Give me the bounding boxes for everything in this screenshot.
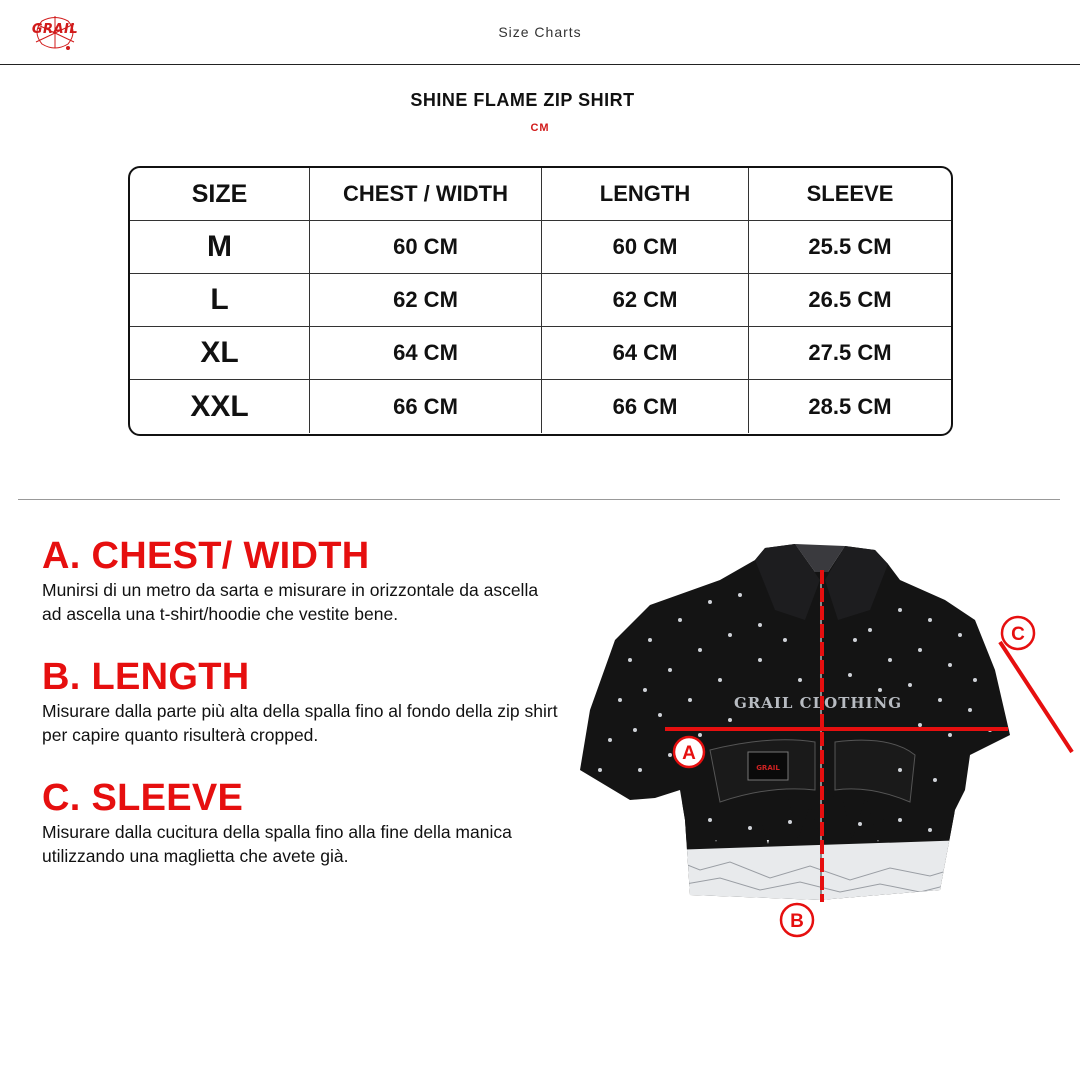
column-header: LENGTH — [542, 168, 749, 220]
chest-guide-title: A. CHEST/ WIDTH — [42, 535, 370, 577]
table-row — [130, 380, 951, 433]
table-cell: XXL — [130, 380, 310, 433]
table-row — [130, 221, 951, 274]
site-header — [0, 0, 1080, 65]
chest-guide — [42, 536, 562, 626]
table-cell: XL — [130, 327, 310, 379]
column-header: SLEEVE — [806, 181, 894, 206]
svg-text:B: B — [790, 911, 804, 932]
length-guide-text: Misurare dalla parte più alta della spalla fino al fondo della zip shirt per capire quanto risulterà cropped. — [42, 701, 558, 745]
table-cell: 64 CM — [310, 327, 542, 379]
column-header: CHEST / WIDTH — [310, 168, 542, 220]
product-title: SHINE FLAME ZIP SHIRT — [410, 90, 635, 110]
marker-c — [1002, 617, 1034, 649]
table-cell: 64 CM — [542, 327, 749, 379]
table-cell: L — [130, 274, 310, 326]
table-cell: 25.5 CM — [808, 234, 892, 259]
patch-label: GRAIL — [756, 764, 780, 772]
sleeve-guide-text: Misurare dalla cucitura della spalla fino alla fine della manica utilizzando una maglietta che avete già. — [42, 822, 512, 866]
table-cell: 27.5 CM — [808, 340, 892, 365]
page-title: Size Charts — [498, 24, 582, 40]
chest-print: GRAIL CLOTHING — [733, 694, 903, 712]
table-row — [130, 327, 951, 380]
chest-guide-text: Munirsi di un metro da sarta e misurare in orizzontale da ascella ad ascella una t-shirt/hoodie che vestite bene. — [42, 580, 539, 624]
table-cell: 60 CM — [542, 221, 749, 273]
table-cell: 60 CM — [310, 221, 542, 273]
table-cell: 62 CM — [542, 274, 749, 326]
shirt-measurement-diagram — [570, 540, 1080, 950]
length-guide-title: B. LENGTH — [42, 656, 250, 698]
svg-text:C: C — [1011, 624, 1025, 645]
table-cell: 28.5 CM — [808, 393, 892, 419]
logo-text: GRAIL — [31, 22, 79, 37]
svg-text:A: A — [682, 743, 696, 764]
marker-a — [674, 737, 704, 767]
table-cell: 62 CM — [310, 274, 542, 326]
table-cell: M — [130, 221, 310, 273]
column-header: SIZE — [130, 168, 310, 220]
sleeve-guide — [42, 778, 562, 868]
unit-label: CM — [530, 122, 550, 134]
size-chart-table — [128, 166, 953, 436]
table-header-row — [130, 168, 951, 221]
table-row — [130, 274, 951, 327]
section-divider — [18, 499, 1060, 500]
table-cell: 66 CM — [542, 380, 749, 433]
table-cell: 66 CM — [310, 380, 542, 433]
marker-b — [781, 904, 813, 936]
sleeve-guide-title: C. SLEEVE — [42, 777, 244, 819]
sleeve-measure-line — [1000, 642, 1072, 752]
length-guide — [42, 657, 562, 747]
table-cell: 26.5 CM — [808, 287, 892, 312]
